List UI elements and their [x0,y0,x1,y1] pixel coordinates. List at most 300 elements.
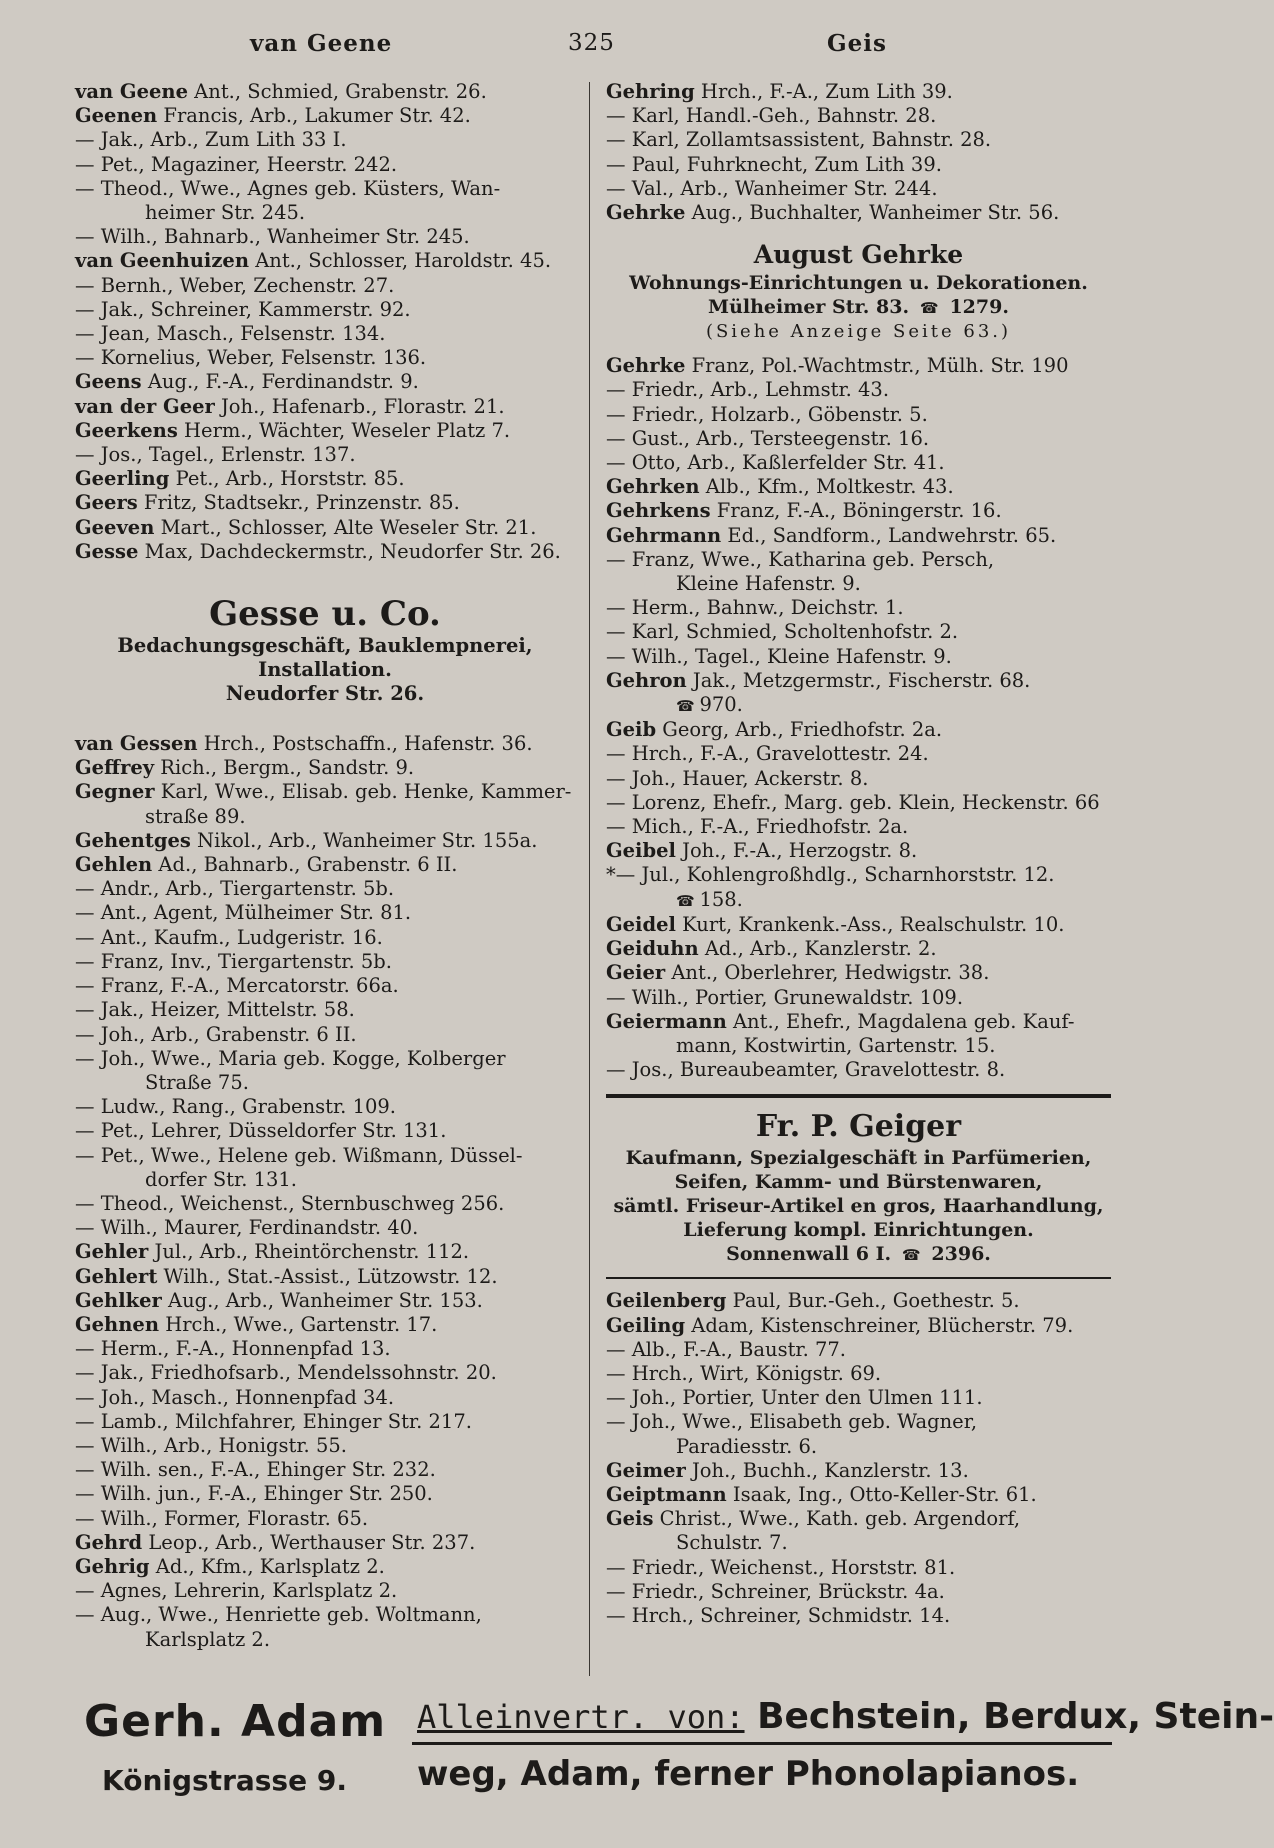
gesse-ad [75,594,575,706]
directory-entry [75,1216,575,1240]
entry-surname: Gehler [75,1240,149,1264]
geiger-ad-line1: Kaufmann, Spezialgeschäft in Parfümerien, [625,1147,1092,1170]
entry-details: — Wilh., Portier, Grunewaldstr. 109. [606,985,964,1009]
directory-entry [606,961,1111,985]
entry-details: — Lamb., Milchfahrer, Ehinger Str. 217. [75,1409,472,1433]
entry-details: Jak., Metzgermstr., Fischerstr. 68. [686,668,1031,692]
entry-details: — Kornelius, Weber, Felsenstr. 136. [75,346,427,370]
entry-details: — Theod., Weichenst., Sternbuschweg 256. [75,1191,505,1215]
directory-entry [606,1314,1111,1338]
entry-surname: Geeven [75,515,155,539]
directory-entry [606,815,1111,839]
directory-entry [606,128,1111,152]
entry-surname: Geis [606,1507,654,1531]
entry-details: Karl, Wwe., Elisab. geb. Henke, Kammer- [154,780,572,804]
entry-details: — Theod., Wwe., Agnes geb. Küsters, Wan- [75,176,501,200]
header-left: van Geene [250,30,393,57]
directory-entry [606,499,1111,523]
entry-details: — Wilh., Tagel., Kleine Hafenstr. 9. [606,644,952,668]
gehrke-ad [606,239,1111,344]
entry-surname: Geibel [606,839,676,863]
entry-surname: Gegner [75,780,155,804]
entry-details: — Jak., Arb., Zum Lith 33 I. [75,128,347,152]
entry-surname: Geier [606,961,666,985]
directory-entry [606,524,1111,548]
directory-entry [75,998,575,1022]
advert-line1-row [417,1696,1274,1737]
entry-details: Herm., Wächter, Weseler Platz 7. [177,418,511,442]
gehrke-ad-line2: Mülheimer Str. 83. [708,296,910,319]
directory-entry [606,1459,1111,1483]
entry-surname: Gehnen [75,1312,159,1336]
entry-surname: Geenen [75,104,158,128]
geiger-ad-line2: Seifen, Kamm- und Bürstenwaren, [674,1171,1043,1194]
directory-entry [606,693,1111,718]
directory-entry [606,201,1111,225]
entry-surname: van der Geer [75,394,215,418]
entry-details: Fritz, Stadtsekr., Prinzenstr. 85. [137,491,460,515]
geiger-ad-address-row [606,1242,1111,1267]
entry-details: Georg, Arb., Friedhofstr. 2a. [656,718,943,742]
directory-entry [606,767,1111,791]
entry-details: — Ant., Kaufm., Ludgeristr. 16. [75,925,383,949]
entry-details: Ed., Sandform., Landwehrstr. 65. [721,523,1057,547]
entry-details: — Herm., Bahnw., Deichstr. 1. [606,596,904,620]
right-entries-3 [606,1289,1111,1628]
telephone-icon: ☎ [915,299,944,318]
entry-details: Max, Dachdeckermstr., Neudorfer Str. 26. [138,539,561,563]
ad-rule-bottom [606,1277,1111,1279]
directory-entry [75,491,575,515]
directory-entry [75,1628,575,1652]
entry-details: — Ludw., Rang., Grabenstr. 109. [75,1095,396,1119]
entry-details: Aug., Arb., Wanheimer Str. 153. [161,1288,483,1312]
gesse-ad-line2: Neudorfer Str. 26. [225,682,425,706]
directory-entry [75,370,575,394]
directory-entry [75,298,575,322]
telephone-icon: ☎ [676,891,700,910]
entry-details: — Herm., F.-A., Honnenpfad 13. [75,1337,391,1361]
entry-details: — Franz, F.-A., Mercatorstr. 66a. [75,974,399,998]
directory-entry [606,1289,1111,1313]
entry-details: mann, Kostwirtin, Gartenstr. 15. [676,1033,996,1057]
entry-details: — Jos., Tagel., Erlenstr. 137. [75,443,356,467]
entry-details: Mart., Schlosser, Alte Weseler Str. 21. [154,515,537,539]
entry-details: Christ., Wwe., Kath. geb. Argendorf, [653,1507,1021,1531]
directory-entry [606,1507,1111,1531]
entry-surname: Gesse [75,539,139,563]
directory-entry [606,1604,1111,1628]
entry-details: — Alb., F.-A., Baustr. 77. [606,1337,846,1361]
entry-details: — Jak., Friedhofsarb., Mendelssohnstr. 20. [75,1361,497,1385]
entry-details: Kurt, Krankenk.-Ass., Realschulstr. 10. [675,912,1065,936]
entry-details: — Bernh., Weber, Zechenstr. 27. [75,273,395,297]
geiger-ad [606,1108,1111,1267]
right-entries-1 [606,80,1111,225]
geiger-ad-phone: 2396. [931,1243,991,1266]
entry-surname: Geib [606,718,657,742]
directory-entry [606,1435,1111,1459]
entry-details: dorfer Str. 131. [145,1167,298,1191]
entry-surname: van Geenhuizen [75,249,249,273]
entry-surname: Gehlen [75,853,153,877]
entry-details: Kleine Hafenstr. 9. [676,572,861,596]
directory-entry [75,1071,575,1095]
directory-entry [75,225,575,249]
entry-details: Franz, Pol.-Wachtmstr., Mülh. Str. 190 [685,354,1069,378]
directory-entry [75,177,575,201]
entry-details: — Wilh., Bahnarb., Wanheimer Str. 245. [75,225,470,249]
entry-surname: van Gessen [75,732,198,756]
gesse-ad-line1: Bedachungsgeschäft, Bauklempnerei, Installation. [117,634,533,682]
directory-entry [75,322,575,346]
entry-details: Ad., Kfm., Karlsplatz 2. [149,1554,385,1578]
directory-entry [75,395,575,419]
directory-entry [606,1338,1111,1362]
column-divider [589,82,590,1676]
directory-entry [606,1410,1111,1434]
directory-entry [606,475,1111,499]
directory-entry [606,742,1111,766]
entry-details: Hrch., Wwe., Gartenstr. 17. [159,1312,438,1336]
directory-entry [75,1289,575,1313]
entry-details: — Pet., Wwe., Helene geb. Wißmann, Düssel- [75,1143,523,1167]
entry-surname: Gehrke [606,354,686,378]
directory-entry [75,1434,575,1458]
geiger-ad-line5: Sonnenwall 6 I. [726,1243,892,1266]
gehrke-ad-phone: 1279. [949,296,1009,319]
directory-entry [606,548,1111,572]
directory-entry [75,756,575,780]
entry-details: — Jak., Heizer, Mittelstr. 58. [75,998,355,1022]
directory-entry [606,80,1111,104]
entry-details: — Hrch., F.-A., Gravelottestr. 24. [606,742,929,766]
advert-underline [412,1742,1112,1745]
entry-details: Aug., Buchhalter, Wanheimer Str. 56. [685,201,1060,225]
entry-surname: Geilenberg [606,1289,727,1313]
entry-surname: Geiermann [606,1009,727,1033]
directory-entry [606,645,1111,669]
entry-details: Alb., Kfm., Moltkestr. 43. [699,475,954,499]
directory-entry [606,427,1111,451]
entry-details: Joh., Buchh., Kanzlerstr. 13. [685,1458,969,1482]
entry-details: — Paul, Fuhrknecht, Zum Lith 39. [606,152,942,176]
entry-surname: Geerkens [75,418,178,442]
directory-entry [606,937,1111,961]
entry-surname: Gehron [606,668,687,692]
entry-details: — Joh., Masch., Honnenpfad 34. [75,1385,395,1409]
directory-entry [75,1313,575,1337]
directory-entry [75,128,575,152]
entry-details: — Mich., F.-A., Friedhofstr. 2a. [606,815,909,839]
directory-entry [606,986,1111,1010]
directory-entry [75,780,575,804]
entry-details: Aug., F.-A., Ferdinandstr. 9. [141,370,419,394]
entry-surname: Geimer [606,1458,686,1482]
entry-details: — Ant., Agent, Mülheimer Str. 81. [75,901,412,925]
directory-entry [75,1265,575,1289]
entry-surname: Geiduhn [606,937,699,961]
directory-entry [75,201,575,225]
entry-details: *— Jul., Kohlengroßhdlg., Scharnhorststr. 12. [606,863,1055,887]
directory-entry [75,1386,575,1410]
directory-entry [606,620,1111,644]
directory-entry [75,1603,575,1627]
entry-surname: van Geene [75,80,188,103]
directory-entry [75,1458,575,1482]
directory-entry [75,1410,575,1434]
entry-details: — Joh., Wwe., Maria geb. Kogge, Kolberger [75,1046,506,1070]
directory-entry [606,354,1111,378]
entry-surname: Gehlert [75,1264,158,1288]
entry-details: — Wilh. jun., F.-A., Ehinger Str. 250. [75,1482,433,1506]
geiger-ad-line4: Lieferung kompl. Einrichtungen. [683,1219,1034,1242]
directory-entry [75,516,575,540]
entry-surname: Gehring [606,80,695,103]
directory-entry [606,104,1111,128]
directory-entry [606,1531,1111,1555]
telephone-icon: ☎ [676,697,700,716]
ad-rule-top [606,1094,1111,1098]
advert-line2: weg, Adam, ferner Phonolapianos. [417,1754,1080,1794]
entry-details: Karlsplatz 2. [145,1627,271,1651]
directory-entry [606,378,1111,402]
directory-entry [75,1337,575,1361]
entry-surname: Gehrmann [606,523,722,547]
directory-entry [606,669,1111,693]
entry-details: Paul, Bur.-Geh., Goethestr. 5. [726,1289,1020,1313]
bottom-advert [82,1682,1274,1832]
directory-entry [75,1023,575,1047]
directory-entry [75,80,575,104]
entry-details: Ad., Arb., Kanzlerstr. 2. [698,937,937,961]
directory-entry [75,1119,575,1143]
gehrke-ad-line3: (Siehe Anzeige Seite 63.) [705,321,1012,343]
directory-entry [606,863,1111,887]
directory-entry [606,403,1111,427]
entry-details: Franz, F.-A., Böningerstr. 16. [710,499,1002,523]
left-entries-2 [75,732,575,1652]
directory-entry [75,1579,575,1603]
directory-entry [75,249,575,273]
entry-details: — Val., Arb., Wanheimer Str. 244. [606,176,938,200]
directory-entry [606,1386,1111,1410]
directory-entry [75,1192,575,1216]
directory-entry [606,572,1111,596]
directory-entry [606,1034,1111,1058]
right-entries-2 [606,354,1111,1082]
entry-details: Joh., Hafenarb., Florastr. 21. [214,394,505,418]
entry-surname: Geerling [75,467,170,491]
entry-details: — Friedr., Schreiner, Brückstr. 4a. [606,1579,945,1603]
entry-details: Ant., Ehefr., Magdalena geb. Kauf- [726,1009,1075,1033]
directory-entry [75,1240,575,1264]
directory-entry [75,1047,575,1071]
entry-details: Isaak, Ing., Otto-Keller-Str. 61. [726,1482,1037,1506]
entry-surname: Gehrke [606,201,686,225]
entry-details: Francis, Arb., Lakumer Str. 42. [157,104,471,128]
entry-details: — Wilh. sen., F.-A., Ehinger Str. 232. [75,1458,436,1482]
entry-details: — Pet., Magaziner, Heerstr. 242. [75,152,398,176]
header-right: Geis [827,30,887,57]
entry-details: 970. [699,693,743,717]
directory-entry [75,467,575,491]
entry-details: Pet., Arb., Horststr. 85. [169,467,405,491]
directory-entry [75,1095,575,1119]
directory-entry [75,104,575,128]
directory-entry [75,732,575,756]
directory-entry [606,1362,1111,1386]
entry-details: — Hrch., Wirt, Königstr. 69. [606,1361,882,1385]
entry-surname: Geers [75,491,138,515]
entry-details: Joh., F.-A., Herzogstr. 8. [675,839,918,863]
directory-entry [606,888,1111,913]
directory-entry [75,1507,575,1531]
directory-entry [606,1556,1111,1580]
directory-entry [606,1483,1111,1507]
entry-details: — Friedr., Holzarb., Göbenstr. 5. [606,402,928,426]
directory-entry [606,839,1111,863]
entry-details: Schulstr. 7. [676,1531,788,1555]
entry-details: Wilh., Stat.-Assist., Lützowstr. 12. [157,1264,498,1288]
entry-details: Leop., Arb., Werthauser Str. 237. [142,1530,476,1554]
geiger-ad-line3: sämtl. Friseur-Artikel en gros, Haarhandlung, [613,1195,1104,1218]
directory-entry [606,596,1111,620]
entry-surname: Geidel [606,912,676,936]
directory-entry [606,1580,1111,1604]
directory-entry [606,718,1111,742]
entry-surname: Gehrkens [606,499,711,523]
entry-surname: Gehrken [606,475,700,499]
entry-details: — Franz, Wwe., Katharina geb. Persch, [606,547,995,571]
entry-details: — Jean, Masch., Felsenstr. 134. [75,322,386,346]
directory-entry [75,540,575,564]
directory-entry [606,153,1111,177]
entry-surname: Gehrd [75,1530,143,1554]
directory-entry [75,1531,575,1555]
entry-surname: Geens [75,370,142,394]
gehrke-ad-title: August Gehrke [753,240,964,270]
directory-entry [75,419,575,443]
directory-entry [75,950,575,974]
entry-surname: Geiptmann [606,1482,727,1506]
entry-details: — Andr., Arb., Tiergartenstr. 5b. [75,877,395,901]
entry-details: — Joh., Hauer, Ackerstr. 8. [606,766,869,790]
entry-details: — Karl, Schmied, Scholtenhofstr. 2. [606,620,959,644]
entry-details: — Joh., Wwe., Elisabeth geb. Wagner, [606,1410,978,1434]
directory-entry [75,1482,575,1506]
right-column [606,80,1111,1628]
directory-entry [75,877,575,901]
entry-details: — Wilh., Former, Florastr. 65. [75,1506,369,1530]
entry-details: — Otto, Arb., Kaßlerfelder Str. 41. [606,451,945,475]
advert-address: Königstrasse 9. [102,1764,347,1797]
entry-details: — Joh., Portier, Unter den Ulmen 111. [606,1386,983,1410]
entry-details: — Wilh., Maurer, Ferdinandstr. 40. [75,1216,419,1240]
entry-details: — Agnes, Lehrerin, Karlsplatz 2. [75,1579,398,1603]
directory-entry [75,153,575,177]
entry-details: Ant., Schlosser, Haroldstr. 45. [249,249,552,273]
entry-details: heimer Str. 245. [145,201,306,225]
advert-line1: Bechstein, Berdux, Stein- [757,1696,1274,1737]
entry-details: — Pet., Lehrer, Düsseldorfer Str. 131. [75,1119,447,1143]
entry-details: 158. [699,887,743,911]
entry-surname: Geiling [606,1313,686,1337]
entry-details: Nikol., Arb., Wanheimer Str. 155a. [190,828,538,852]
entry-details: Rich., Bergm., Sandstr. 9. [154,756,415,780]
entry-details: Jul., Arb., Rheintörchenstr. 112. [148,1240,470,1264]
directory-entry [75,1555,575,1579]
entry-details: Ant., Schmied, Grabenstr. 26. [187,80,487,103]
directory-entry [606,1010,1111,1034]
entry-details: — Jos., Bureaubeamter, Gravelottestr. 8. [606,1058,1006,1082]
gesse-ad-title: Gesse u. Co. [209,594,441,635]
directory-entry [75,1168,575,1192]
directory-entry [606,177,1111,201]
directory-entry [75,805,575,829]
directory-entry [75,853,575,877]
entry-details: straße 89. [145,804,246,828]
entry-details: Hrch., F.-A., Zum Lith 39. [694,80,953,103]
directory-entry [75,926,575,950]
entry-details: Straße 75. [145,1070,249,1094]
telephone-icon: ☎ [897,1246,926,1265]
directory-entry [75,346,575,370]
entry-details: — Friedr., Weichenst., Horststr. 81. [606,1555,956,1579]
entry-details: — Friedr., Arb., Lehmstr. 43. [606,378,890,402]
entry-details: — Aug., Wwe., Henriette geb. Woltmann, [75,1603,482,1627]
geiger-ad-title: Fr. P. Geiger [755,1109,962,1145]
left-entries-1 [75,80,575,564]
entry-details: — Jak., Schreiner, Kammerstr. 92. [75,297,411,321]
entry-surname: Gehentges [75,828,191,852]
entry-details: Ant., Oberlehrer, Hedwigstr. 38. [665,961,990,985]
directory-entry [75,974,575,998]
gehrke-ad-line1: Wohnungs-Einrichtungen u. Dekorationen. [629,272,1088,295]
directory-entry [606,451,1111,475]
directory-entry [75,1144,575,1168]
entry-details: — Hrch., Schreiner, Schmidstr. 14. [606,1603,951,1627]
entry-details: — Karl, Zollamtsassistent, Bahnstr. 28. [606,128,992,152]
entry-details: — Karl, Handl.-Geh., Bahnstr. 28. [606,104,937,128]
directory-entry [75,274,575,298]
entry-surname: Geffrey [75,756,155,780]
directory-entry [75,443,575,467]
entry-details: Paradiesstr. 6. [676,1434,818,1458]
entry-details: — Lorenz, Ehefr., Marg. geb. Klein, Heckenstr. 66 [606,790,1100,814]
entry-details: — Gust., Arb., Tersteegenstr. 16. [606,426,930,450]
entry-details: Hrch., Postschaffn., Hafenstr. 36. [197,732,533,756]
entry-details: — Wilh., Arb., Honigstr. 55. [75,1433,347,1457]
entry-details: — Joh., Arb., Grabenstr. 6 II. [75,1022,357,1046]
gehrke-ad-address-row [606,295,1111,320]
directory-entry [75,901,575,925]
directory-entry [75,829,575,853]
directory-entry [75,1361,575,1385]
advert-name: Gerh. Adam [84,1696,387,1747]
directory-entry [606,913,1111,937]
left-column [75,80,575,1652]
entry-details: Ad., Bahnarb., Grabenstr. 6 II. [152,853,458,877]
entry-details: — Franz, Inv., Tiergartenstr. 5b. [75,949,392,973]
directory-entry [606,791,1111,815]
entry-details: Adam, Kistenschreiner, Blücherstr. 79. [685,1313,1074,1337]
entry-surname: Gehrig [75,1554,150,1578]
page-number: 325 [568,30,615,56]
entry-surname: Gehlker [75,1288,162,1312]
directory-entry [606,1058,1111,1082]
advert-prefix: Alleinvertr. von: [417,1698,745,1736]
